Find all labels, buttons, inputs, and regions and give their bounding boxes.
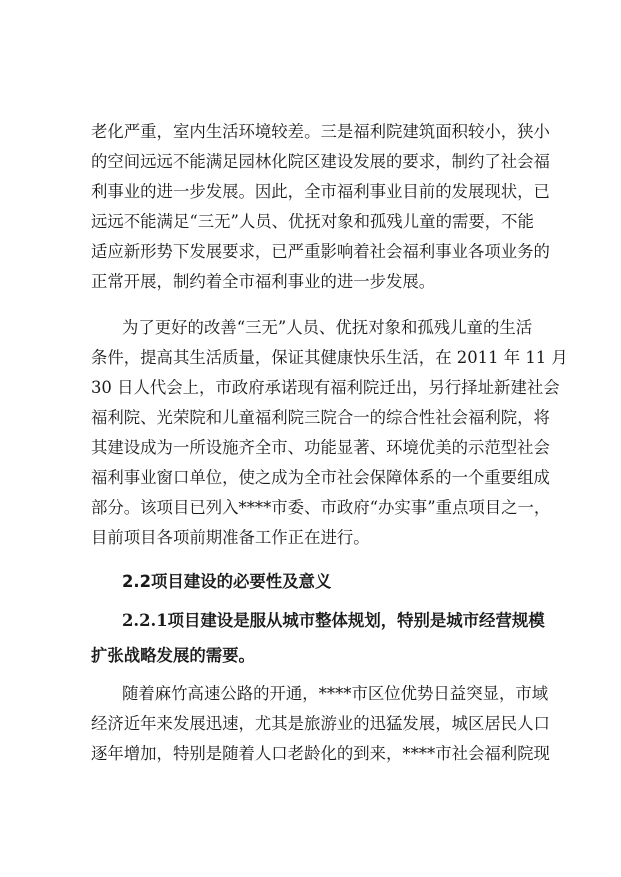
paragraph-line: 目前项目各项前期准备工作正在进行。 <box>91 528 370 547</box>
paragraph-line: 适应新形势下发展要求，已严重影响着社会福利事业各项业务的 <box>91 242 550 261</box>
paragraph-line: 经济近年来发展迅速，尤其是旅游业的迅猛发展，城区居民人口 <box>91 714 550 733</box>
paragraph-line: 逐年增加，特别是随着人口老龄化的到来，****市社会福利院现 <box>91 744 550 763</box>
paragraph-line: 为了更好的改善“三无”人员、优抚对象和孤残儿童的生活 <box>122 318 533 337</box>
paragraph-line: 随着麻竹高速公路的开通，****市区位优势日益突显，市域 <box>122 684 549 703</box>
paragraph-line: 正常开展，制约着全市福利事业的进一步发展。 <box>91 272 436 291</box>
paragraph-line: 部分。该项目已列入****市委、市政府“办实事”重点项目之一， <box>91 498 551 517</box>
paragraph-line: 福利事业窗口单位，使之成为全市社会保障体系的一个重要组成 <box>91 468 550 487</box>
subsection-heading: 2.2.1项目建设是服从城市整体规划，特别是城市经营规模 <box>122 611 545 630</box>
paragraph-line: 其建设成为一所设施齐全市、功能显著、环境优美的示范型社会 <box>91 438 550 457</box>
section-heading: 2.2项目建设的必要性及意义 <box>122 572 332 591</box>
paragraph-line: 远远不能满足“三无”人员、优抚对象和孤残儿童的需要，不能 <box>91 212 534 231</box>
paragraph-line: 利事业的进一步发展。因此，全市福利事业目前的发展现状，已 <box>91 182 550 201</box>
paragraph-line: 福利院、光荣院和儿童福利院三院合一的综合性社会福利院，将 <box>91 408 550 427</box>
subsection-heading: 扩张战略发展的需要。 <box>91 646 255 665</box>
paragraph-line: 30 日人代会上，市政府承诺现有福利院迁出，另行择址新建社会 <box>91 378 560 397</box>
paragraph-line: 老化严重，室内生活环境较差。三是福利院建筑面积较小，狭小 <box>91 122 550 141</box>
paragraph-line: 的空间远远不能满足园林化院区建设发展的要求，制约了社会福 <box>91 152 550 171</box>
paragraph-line: 条件，提高其生活质量，保证其健康快乐生活，在 2011 年 11 月 <box>91 348 568 367</box>
